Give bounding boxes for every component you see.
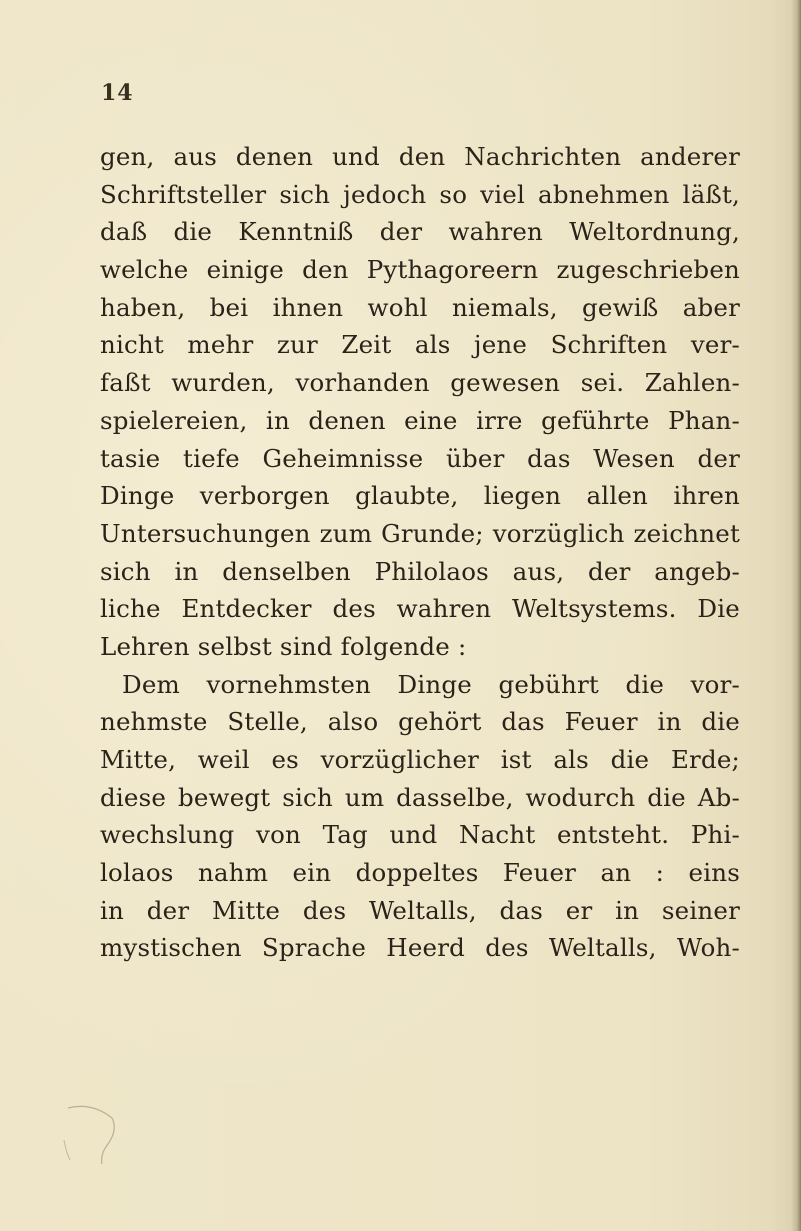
text-line: gen, aus denen und den Nachrichten anderer (100, 142, 740, 171)
text-line: diese bewegt sich um dasselbe, wodurch die Ab- (100, 782, 740, 812)
text-line: spielereien, in denen eine irre geführte Phan- (100, 405, 740, 435)
text-line: welche einige den Pythagoreern zugeschrieben (100, 255, 740, 285)
text-line: nehmste Stelle, also gehört das Feuer in die (100, 707, 740, 737)
text-line: sich in denselben Philolaos aus, der angeb- (100, 556, 740, 586)
text-line: lolaos nahm ein doppeltes Feuer an : eins (100, 858, 740, 888)
text-line: daß die Kenntniß der wahren Weltordnung, (100, 217, 740, 247)
body-text (100, 138, 740, 967)
text-line: nicht mehr zur Zeit als jene Schriften ver- (100, 330, 740, 360)
text-line: Dem vornehmsten Dinge gebührt die vor- (122, 669, 740, 699)
text-line: liche Entdecker des wahren Weltsystems. Die (100, 594, 740, 624)
pencil-mark-icon (62, 1100, 122, 1170)
page-number: 14 (101, 80, 134, 106)
text-line: wechslung von Tag und Nacht entsteht. Phi- (100, 820, 740, 850)
text-line: Mitte, weil es vorzüglicher ist als die Erde; (100, 745, 740, 774)
text-line: haben, bei ihnen wohl niemals, gewiß aber (100, 292, 740, 322)
text-line: Untersuchungen zum Grunde; vorzüglich zeichnet (100, 518, 740, 548)
text-line: tasie tiefe Geheimnisse über das Wesen der (100, 443, 740, 473)
text-line: faßt wurden, vorhanden gewesen sei. Zahlen- (100, 368, 740, 398)
text-line: Schriftsteller sich jedoch so viel abnehmen läßt, (100, 179, 740, 209)
text-line: Dinge verborgen glaubte, liegen allen ihren (100, 481, 740, 511)
text-line: Lehren selbst sind folgende : (100, 631, 467, 661)
page-edge-shadow (791, 0, 801, 1231)
text-line: in der Mitte des Weltalls, das er in seiner (100, 895, 740, 925)
text-line: mystischen Sprache Heerd des Weltalls, Woh- (100, 933, 740, 963)
